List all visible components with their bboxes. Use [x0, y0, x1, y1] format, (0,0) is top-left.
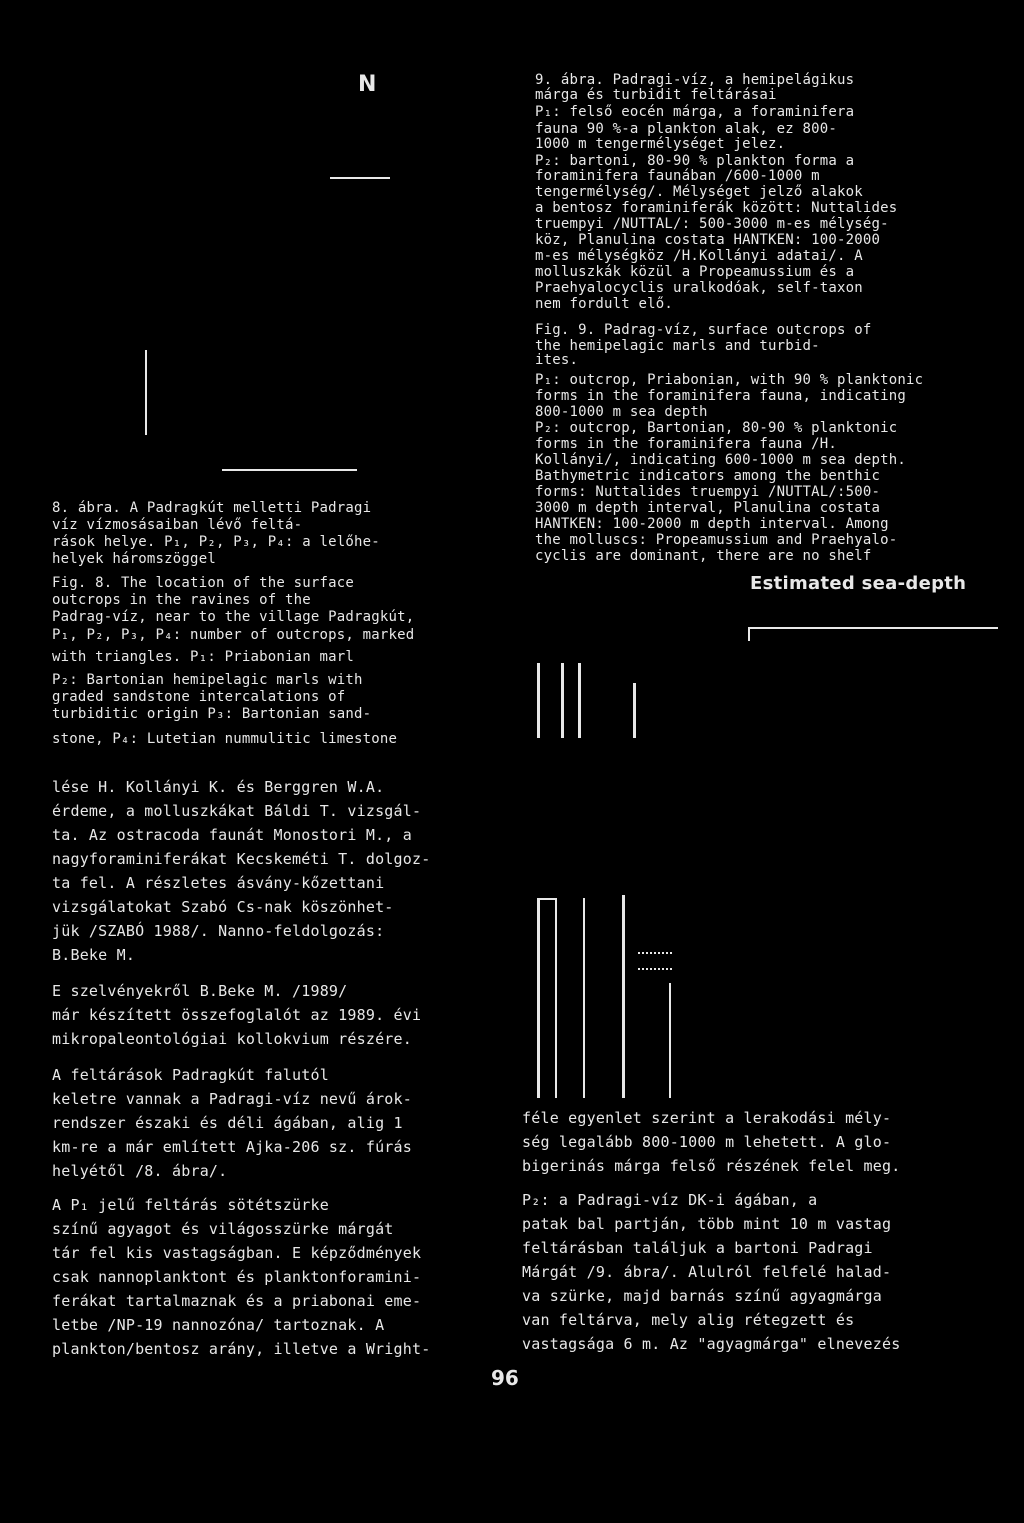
caption-line: the hemipelagic marls and turbid- [535, 338, 820, 354]
body-line: va szürke, majd barnás színű agyagmárga [522, 1287, 882, 1305]
map-line-vertical [145, 350, 147, 435]
body-line: féle egyenlet szerint a lerakodási mély- [522, 1109, 892, 1127]
page-number: 96 [491, 1366, 519, 1390]
section-column [537, 898, 540, 1098]
caption-line: truempyi /NUTTAL/: 500-3000 m-es mélység- [535, 216, 889, 232]
body-line: plankton/bentosz arány, illetve a Wright- [52, 1340, 431, 1358]
caption-line: m-es mélységköz /H.Kollányi adatai/. A [535, 248, 863, 264]
caption-line: Kollányi/, indicating 600-1000 m sea depth. [535, 452, 907, 468]
body-line: ferákat tartalmaznak és a priabonai eme- [52, 1292, 422, 1310]
caption-line: graded sandstone intercalations of [52, 689, 346, 705]
body-line: színű agyagot és világosszürke márgát [52, 1220, 394, 1238]
body-line: ség legalább 800-1000 m lehetett. A glo- [522, 1133, 892, 1151]
body-line: jük /SZABÓ 1988/. Nanno-feldolgozás: [52, 922, 385, 940]
caption-line: 9. ábra. Padragi-víz, a hemipelágikus [535, 72, 855, 88]
body-line: lése H. Kollányi K. és Berggren W.A. [52, 778, 385, 796]
body-line: ta fel. A részletes ásvány-kőzettani [52, 874, 385, 892]
body-line: A feltárások Padragkút falutól [52, 1066, 329, 1084]
caption-line: Fig. 8. The location of the surface [52, 575, 355, 591]
body-line: P₂: a Padragi-víz DK-i ágában, a [522, 1191, 818, 1209]
body-line: E szelvényekről B.Beke M. /1989/ [52, 982, 348, 1000]
depth-scale-tick [748, 627, 750, 641]
section-column [633, 683, 636, 738]
caption-line: 1000 m tengermélységet jelez. [535, 136, 786, 152]
caption-line: forms: Nuttalides truempyi /NUTTAL/:500- [535, 484, 881, 500]
body-line: csak nannoplanktont és planktonforamini- [52, 1268, 422, 1286]
caption-line: P₁, P₂, P₃, P₄: number of outcrops, marked [52, 627, 415, 643]
caption-line: molluszkák közül a Propeamussium és a [535, 264, 855, 280]
dotted-marker [638, 952, 672, 970]
map-line-top [330, 177, 390, 179]
body-line: van feltárva, mely alig rétegzett és [522, 1311, 855, 1329]
caption-line: forms in the foraminifera fauna /H. [535, 436, 838, 452]
body-line: ta. Az ostracoda faunát Monostori M., a [52, 826, 412, 844]
section-column [669, 983, 671, 1098]
body-line: km-re a már említett Ajka-206 sz. fúrás [52, 1138, 412, 1156]
caption-line: helyek háromszöggel [52, 551, 216, 567]
body-line: patak bal partján, több mint 10 m vastag [522, 1215, 892, 1233]
body-line: már készített összefoglalót az 1989. évi [52, 1006, 422, 1024]
caption-line: 8. ábra. A Padragkút melletti Padragi [52, 500, 372, 516]
caption-line: Bathymetric indicators among the benthic [535, 468, 881, 484]
caption-line: Padrag-víz, near to the village Padragkút, [52, 609, 415, 625]
caption-line: márga és turbidit feltárásai [535, 87, 777, 103]
caption-line: P₂: bartoni, 80-90 % plankton forma a [535, 153, 855, 169]
caption-line: P₁: felső eocén márga, a foraminifera [535, 104, 855, 120]
caption-line: Praehyalocyclis uralkodóak, self-taxon [535, 280, 863, 296]
caption-line: stone, P₄: Lutetian nummulitic limestone [52, 731, 398, 747]
caption-line: ites. [535, 352, 579, 368]
section-column [578, 663, 581, 738]
caption-line: P₂: outcrop, Bartonian, 80-90 % planktonic [535, 420, 898, 436]
caption-line: outcrops in the ravines of the [52, 592, 311, 608]
caption-line: köz, Planulina costata HANTKEN: 100-2000 [535, 232, 881, 248]
depth-scale-line [748, 627, 998, 629]
body-line: mikropaleontológiai kollokvium részére. [52, 1030, 412, 1048]
caption-line: P₁: outcrop, Priabonian, with 90 % planktonic [535, 372, 924, 388]
caption-line: P₂: Bartonian hemipelagic marls with [52, 672, 363, 688]
body-line: rendszer északi és déli ágában, alig 1 [52, 1114, 403, 1132]
caption-line: forms in the foraminifera fauna, indicating [535, 388, 907, 404]
body-line: helyétől /8. ábra/. [52, 1162, 228, 1180]
section-column [555, 898, 557, 1098]
body-line: vastagsága 6 m. Az "agyagmárga" elnevezés [522, 1335, 901, 1353]
body-line: B.Beke M. [52, 946, 136, 964]
body-line: tár fel kis vastagságban. E képződmények [52, 1244, 422, 1262]
caption-line: Fig. 9. Padrag-víz, surface outcrops of [535, 322, 872, 338]
body-line: A P₁ jelű feltárás sötétszürke [52, 1196, 329, 1214]
caption-line: the molluscs: Propeamussium and Praehyalo- [535, 532, 898, 548]
caption-line: a bentosz foraminiferák között: Nuttalides [535, 200, 898, 216]
body-line: nagyforaminiferákat Kecskeméti T. dolgoz- [52, 850, 431, 868]
caption-line: 3000 m depth interval, Planulina costata [535, 500, 881, 516]
body-line: feltárásban találjuk a bartoni Padragi [522, 1239, 873, 1257]
section-column [561, 663, 564, 738]
body-line: vizsgálatokat Szabó Cs-nak köszönhet- [52, 898, 394, 916]
body-line: keletre vannak a Padragi-víz nevű árok- [52, 1090, 412, 1108]
caption-line: HANTKEN: 100-2000 m depth interval. Among [535, 516, 889, 532]
north-label: N [358, 72, 377, 97]
caption-line: víz vízmosásaiban lévő feltá- [52, 517, 303, 533]
section-column [537, 898, 557, 900]
caption-line: turbiditic origin P₃: Bartonian sand- [52, 706, 372, 722]
body-line: Márgát /9. ábra/. Alulról felfelé halad- [522, 1263, 892, 1281]
estimated-sea-depth-label: Estimated sea-depth [750, 573, 967, 594]
caption-line: foraminifera faunában /600-1000 m [535, 168, 820, 184]
body-line: érdeme, a molluszkákat Báldi T. vizsgál- [52, 802, 422, 820]
caption-line: tengermélység/. Mélységet jelző alakok [535, 184, 863, 200]
section-column [583, 898, 585, 1098]
caption-line: 800-1000 m sea depth [535, 404, 708, 420]
section-column [622, 895, 625, 1098]
caption-line: fauna 90 %-a plankton alak, ez 800- [535, 121, 838, 137]
caption-line: with triangles. P₁: Priabonian marl [52, 649, 355, 665]
caption-line: rások helye. P₁, P₂, P₃, P₄: a lelőhe- [52, 534, 380, 550]
body-line: bigerinás márga felső részének felel meg. [522, 1157, 901, 1175]
map-line-bottom [222, 469, 357, 471]
caption-line: nem fordult elő. [535, 296, 674, 312]
body-line: letbe /NP-19 nannozóna/ tartoznak. A [52, 1316, 385, 1334]
section-column [537, 663, 540, 738]
caption-line: cyclis are dominant, there are no shelf [535, 548, 872, 564]
